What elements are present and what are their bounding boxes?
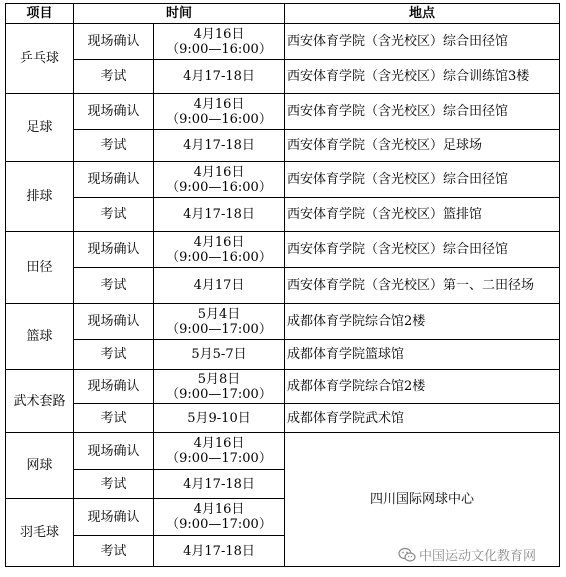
table-row	[6, 304, 560, 340]
place-cell: 西安体育学院（含光校区）篮排馆	[285, 198, 560, 232]
hours-text: （9:00—16:00）	[166, 249, 272, 265]
time-cell	[154, 499, 285, 536]
header-sport: 项目	[6, 4, 74, 24]
stage-label: 现场确认	[74, 304, 154, 340]
place-cell: 成都体育学院武术馆	[285, 404, 560, 433]
stage-label: 考试	[74, 130, 154, 162]
hours-text: （9:00—16:00）	[166, 111, 272, 127]
sport-name: 篮球	[6, 304, 74, 370]
table-row	[6, 162, 560, 198]
date-text: 4月16日	[193, 436, 245, 451]
watermark-text: 中国运动文化教育网	[419, 549, 537, 564]
sport-name: 乒乓球	[6, 24, 74, 94]
date-text: 4月17-18日	[154, 198, 285, 232]
watermark	[398, 545, 536, 564]
sport-name: 田径	[6, 232, 74, 304]
time-cell	[154, 304, 285, 340]
stage-label: 考试	[74, 470, 154, 499]
stage-label: 现场确认	[74, 24, 154, 60]
stage-label: 现场确认	[74, 499, 154, 536]
date-text: 4月16日	[193, 234, 245, 250]
stage-label: 现场确认	[74, 94, 154, 130]
wechat-icon	[398, 547, 416, 563]
hours-text: （9:00—17:00）	[166, 517, 272, 532]
time-cell	[154, 370, 285, 404]
place-cell: 西安体育学院（含光校区）综合田径馆	[285, 24, 560, 60]
stage-label: 考试	[74, 536, 154, 567]
shared-place-cell: 四川国际网球中心	[285, 433, 560, 567]
hours-text: （9:00—17:00）	[166, 386, 272, 402]
stage-label: 考试	[74, 198, 154, 232]
place-cell: 成都体育学院综合馆2楼	[285, 304, 560, 340]
date-text: 4月17-18日	[154, 536, 285, 567]
date-text: 4月16日	[193, 96, 245, 112]
hours-text: （9:00—17:00）	[166, 451, 272, 466]
header-row	[6, 4, 560, 24]
time-cell	[154, 232, 285, 268]
stage-label: 现场确认	[74, 370, 154, 404]
stage-label: 考试	[74, 268, 154, 304]
table-row	[6, 232, 560, 268]
time-cell	[154, 24, 285, 60]
place-cell: 西安体育学院（含光校区）综合训练馆3楼	[285, 60, 560, 94]
place-cell: 成都体育学院篮球馆	[285, 340, 560, 370]
stage-label: 现场确认	[74, 433, 154, 470]
date-text: 4月17-18日	[154, 60, 285, 94]
time-cell	[154, 162, 285, 198]
date-text: 4月16日	[193, 164, 245, 180]
time-cell	[154, 94, 285, 130]
place-cell: 西安体育学院（含光校区）综合田径馆	[285, 162, 560, 198]
date-text: 5月8日	[197, 371, 241, 387]
date-text: 4月17日	[154, 268, 285, 304]
stage-label: 现场确认	[74, 162, 154, 198]
schedule-table	[5, 3, 560, 567]
table-row	[6, 130, 560, 162]
schedule-wrapper	[5, 3, 560, 567]
table-row	[6, 404, 560, 433]
sport-name: 武术套路	[6, 370, 74, 433]
date-text: 5月9-10日	[154, 404, 285, 433]
table-row	[6, 60, 560, 94]
place-cell: 西安体育学院（含光校区）综合田径馆	[285, 94, 560, 130]
hours-text: （9:00—16:00）	[166, 41, 272, 57]
stage-label: 考试	[74, 340, 154, 370]
date-text: 4月17-18日	[154, 130, 285, 162]
sport-name: 足球	[6, 94, 74, 162]
stage-label: 现场确认	[74, 232, 154, 268]
stage-label: 考试	[74, 60, 154, 94]
table-row	[6, 94, 560, 130]
date-text: 5月5-7日	[154, 340, 285, 370]
hours-text: （9:00—16:00）	[166, 179, 272, 195]
sport-name: 羽毛球	[6, 499, 74, 567]
table-row	[6, 370, 560, 404]
date-text: 4月16日	[193, 26, 245, 42]
sport-name: 网球	[6, 433, 74, 499]
date-text: 4月16日	[193, 502, 245, 517]
place-cell: 西安体育学院（含光校区）综合田径馆	[285, 232, 560, 268]
table-row	[6, 24, 560, 60]
date-text: 4月17-18日	[154, 470, 285, 499]
header-time: 时间	[74, 4, 285, 24]
sport-name: 排球	[6, 162, 74, 232]
table-row	[6, 198, 560, 232]
table-row	[6, 433, 560, 470]
header-place: 地点	[285, 4, 560, 24]
place-cell: 西安体育学院（含光校区）足球场	[285, 130, 560, 162]
place-cell: 西安体育学院（含光校区）第一、二田径场	[285, 268, 560, 304]
hours-text: （9:00—17:00）	[166, 321, 272, 337]
table-row	[6, 268, 560, 304]
time-cell	[154, 433, 285, 470]
date-text: 5月4日	[197, 306, 241, 322]
place-cell: 成都体育学院综合馆2楼	[285, 370, 560, 404]
table-row	[6, 340, 560, 370]
stage-label: 考试	[74, 404, 154, 433]
